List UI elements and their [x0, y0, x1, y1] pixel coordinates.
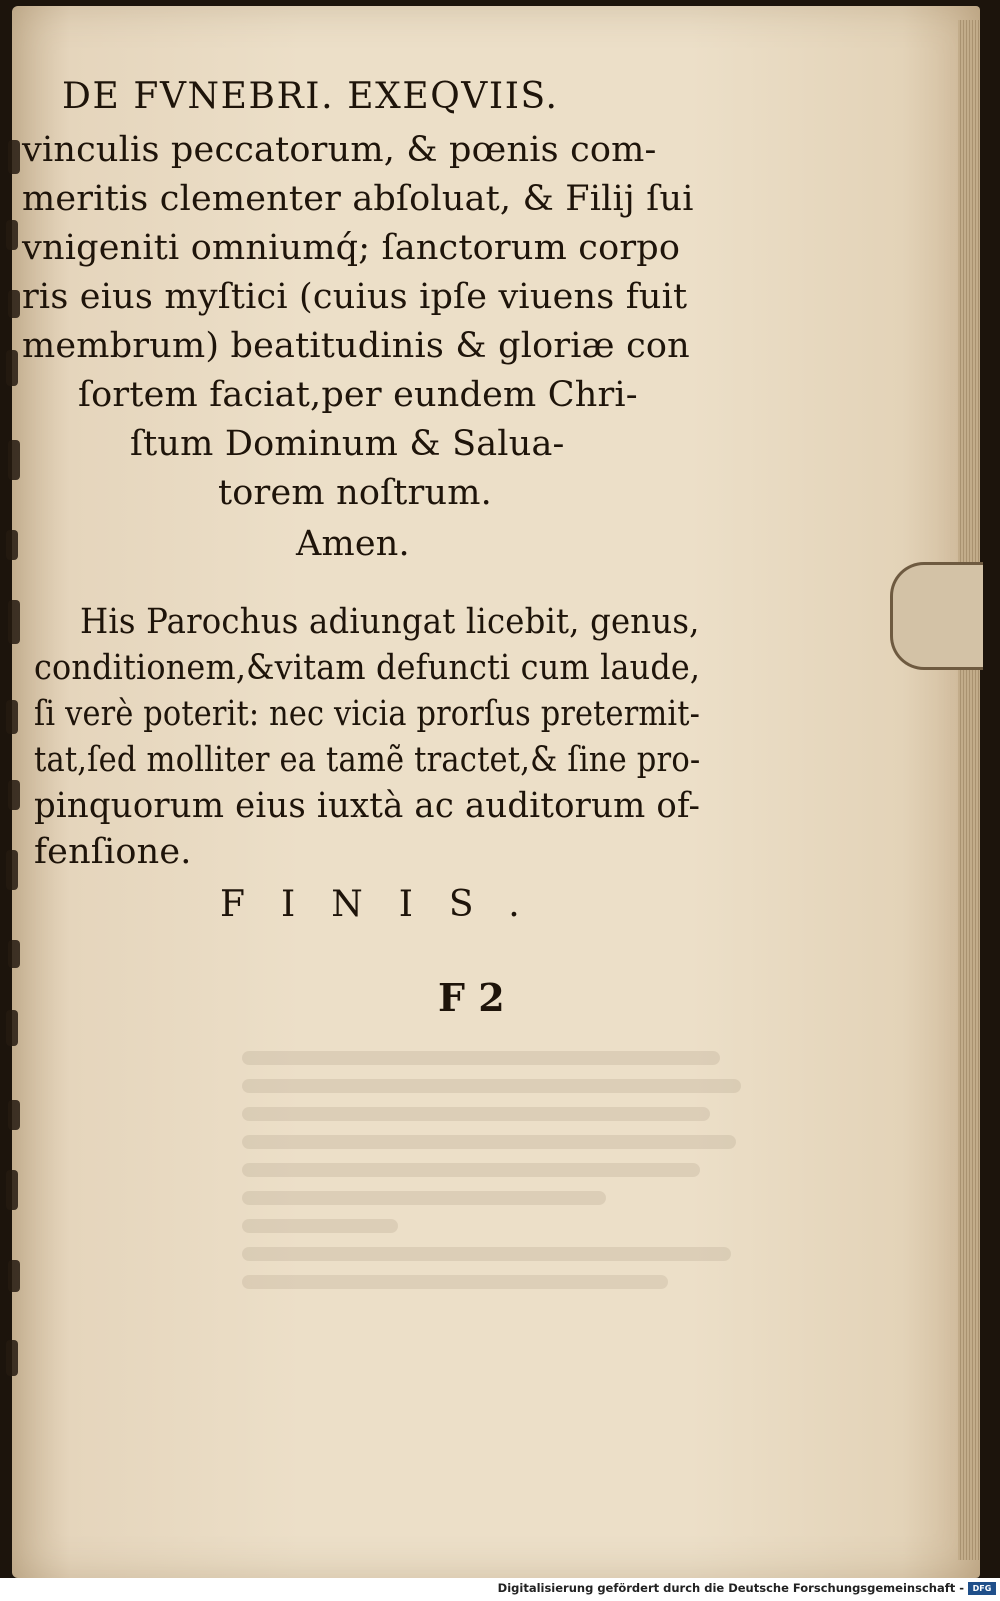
prayer-line: torem noſtrum.	[218, 473, 492, 513]
instruction-line: ſi verè poterit: nec vicia prorſus pretermit-	[34, 694, 701, 734]
finis-mark: FINIS.	[220, 884, 556, 925]
prayer-line: ſtum Dominum & Salua-	[130, 424, 565, 464]
instruction-line: fenſione.	[34, 832, 192, 872]
prayer-line: membrum) beatitudinis & gloriæ con	[22, 326, 690, 366]
dfg-logo-icon: DFG	[968, 1582, 996, 1595]
instruction-line: pinquorum eius iuxtà ac auditorum of-	[34, 786, 701, 826]
running-head: DE FVNEBRI. EXEQVIIS.	[62, 76, 559, 117]
prayer-amen: Amen.	[296, 524, 410, 564]
digitization-footer	[0, 1578, 1000, 1601]
signature-mark: F 2	[438, 975, 505, 1020]
footer-credit: Digitalisierung gefördert durch die Deutsche Forschungsgemeinschaft -	[497, 1581, 964, 1595]
prayer-line: vinculis peccatorum, & pœnis com-	[22, 130, 657, 170]
prayer-line: vnigeniti omniumq́; ſanctorum corpo	[22, 228, 681, 268]
instruction-line: conditionem,&vitam defuncti cum laude,	[34, 648, 701, 688]
instruction-line: His Parochus adiungat licebit, genus,	[80, 602, 700, 642]
prayer-line: ris eius myſtici (cuius ipſe viuens fuit	[22, 277, 688, 317]
instruction-line: tat,ſed molliter ea tamẽ tractet,& ſine pro-	[34, 740, 701, 780]
prayer-line: meritis clementer abſoluat, & Filij ſui	[22, 179, 694, 219]
prayer-line: ſortem faciat,per eundem Chri-	[78, 375, 638, 415]
